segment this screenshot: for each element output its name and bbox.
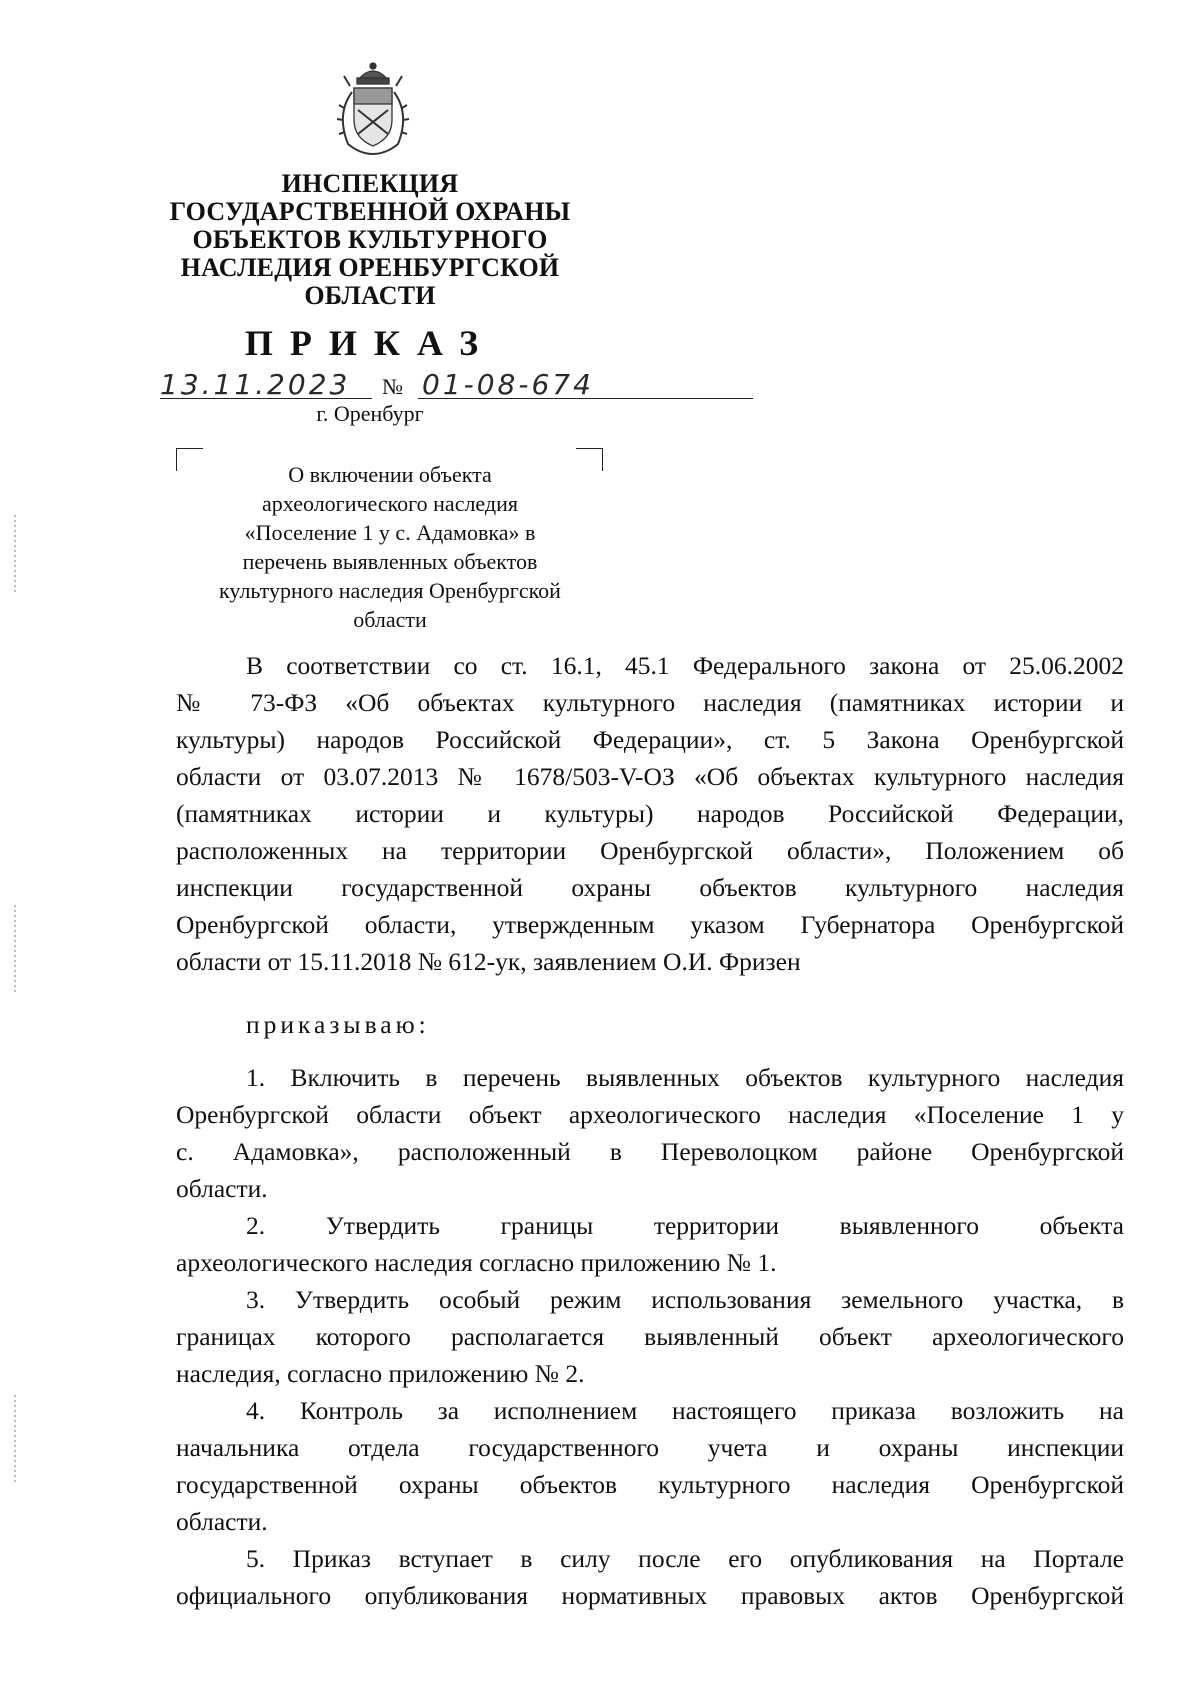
preamble-line: № 73-ФЗ «Об объектах культурного наследия (памятниках истории и xyxy=(176,688,1124,717)
item-line: начальника отдела государственного учета и охраны инспекции xyxy=(176,1433,1124,1462)
preamble-line: области от 03.07.2013 № 1678/503-V-ОЗ «Об объектах культурного наследия xyxy=(176,762,1124,791)
item-line: 1. Включить в перечень выявленных объектов культурного наследия xyxy=(246,1063,1124,1092)
preamble-line: культуры) народов Российской Федерации», ст. 5 Закона Оренбургской xyxy=(176,725,1124,754)
org-line: ОБЛАСТИ xyxy=(304,281,436,310)
order-item-5 xyxy=(176,1540,1124,1614)
preamble-line: расположенных на территории Оренбургской области», Положением об xyxy=(176,836,1124,865)
scan-artifact xyxy=(14,1395,16,1485)
item-line: государственной охраны объектов культурного наследия Оренбургской xyxy=(176,1470,1124,1499)
order-subject xyxy=(190,460,590,634)
preamble-line: Оренбургской области, утвержденным указом Губернатора Оренбургской xyxy=(176,910,1124,939)
order-date: 13.11.2023 xyxy=(160,368,351,401)
order-item-4 xyxy=(176,1392,1124,1540)
subject-line: перечень выявленных объектов xyxy=(242,549,538,574)
preamble-paragraph xyxy=(176,647,1124,980)
document-type-title: ПРИКАЗ xyxy=(244,323,496,363)
preamble-line: В соответствии со ст. 16.1, 45.1 Федерального закона от 25.06.2002 xyxy=(246,651,1124,680)
org-line: ОБЪЕКТОВ КУЛЬТУРНОГО xyxy=(192,225,548,254)
item-line: 4. Контроль за исполнением настоящего приказа возложить на xyxy=(246,1396,1124,1425)
preamble-line: инспекции государственной охраны объектов культурного наследия xyxy=(176,873,1124,902)
subject-line: области xyxy=(353,607,427,632)
subject-line: О включении объекта xyxy=(288,462,492,487)
order-directive: приказываю: xyxy=(246,1010,430,1039)
subject-line: «Поселение 1 у с. Адамовка» в xyxy=(244,520,536,545)
org-line: ГОСУДАРСТВЕННОЙ ОХРАНЫ xyxy=(169,197,571,226)
preamble-line: области от 15.11.2018 № 612-ук, заявлением О.И. Фризен xyxy=(176,947,801,976)
subject-line: культурного наследия Оренбургской xyxy=(219,578,561,603)
item-line: наследия, согласно приложению № 2. xyxy=(176,1359,585,1388)
order-item-2 xyxy=(176,1207,1124,1281)
coat-of-arms-icon xyxy=(330,58,416,158)
subject-line: археологического наследия xyxy=(262,491,518,516)
item-line: 3. Утвердить особый режим использования земельного участка, в xyxy=(246,1285,1124,1314)
preamble-line: (памятниках истории и культуры) народов Российской Федерации, xyxy=(176,799,1124,828)
item-line: Оренбургской области объект археологического наследия «Поселение 1 у xyxy=(176,1100,1124,1129)
order-item-1 xyxy=(176,1059,1124,1207)
city: г. Оренбург xyxy=(316,401,424,426)
scan-artifact xyxy=(14,905,16,995)
organization-name xyxy=(160,170,580,310)
item-line: с. Адамовка», расположенный в Переволоцком районе Оренбургской xyxy=(176,1137,1124,1166)
number-underline xyxy=(418,398,753,399)
order-item-3 xyxy=(176,1281,1124,1392)
order-number: 01-08-674 xyxy=(422,368,594,401)
org-line: НАСЛЕДИЯ ОРЕНБУРГСКОЙ xyxy=(180,253,560,282)
item-line: границах которого располагается выявленный объект археологического xyxy=(176,1322,1124,1351)
item-line: официального опубликования нормативных правовых актов Оренбургской xyxy=(176,1581,1124,1610)
item-line: 5. Приказ вступает в силу после его опубликования на Портале xyxy=(246,1544,1124,1573)
item-line: археологического наследия согласно приложению № 1. xyxy=(176,1248,777,1277)
item-line: 2. Утвердить границы территории выявленного объекта xyxy=(246,1211,1124,1240)
number-sign: № xyxy=(382,374,403,399)
item-line: области. xyxy=(176,1174,268,1203)
date-underline xyxy=(160,398,372,399)
item-line: области. xyxy=(176,1507,268,1536)
scan-artifact xyxy=(14,515,16,595)
org-line: ИНСПЕКЦИЯ xyxy=(281,169,459,198)
